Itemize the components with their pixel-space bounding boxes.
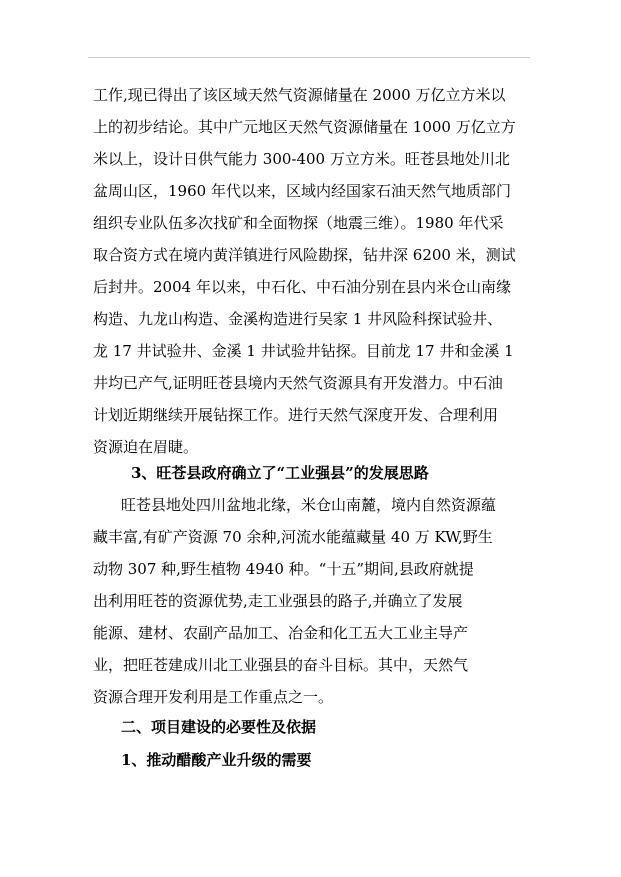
- paragraph-1-line: 龙 17 井试验井、金溪 1 井试验井钻探。目前龙 17 井和金溪 1: [93, 342, 514, 360]
- paragraph-1-line: 取合资方式在境内黄洋镇进行风险勘探，钻井深 6200 米，测试: [93, 246, 516, 264]
- paragraph-1-line: 盆周山区，1960 年代以来，区域内经国家石油天然气地质部门: [93, 182, 511, 200]
- paragraph-1-line: 米以上，设计日供气能力 300-400 万立方米。旺苍县地处川北: [93, 150, 510, 168]
- paragraph-1-line: 组织专业队伍多次找矿和全面物探（地震三维）。1980 年代采: [93, 214, 504, 232]
- paragraph-2-line: 业，把旺苍建成川北工业强县的奋斗目标。其中，天然气: [93, 656, 469, 674]
- subsection-1-heading: 1、推动醋酸产业升级的需要: [121, 751, 312, 769]
- paragraph-2-line: 能源、建材、农副产品加工、冶金和化工五大工业主导产: [93, 624, 469, 642]
- heading-3: 3、旺苍县政府确立了“工业强县”的发展思路: [131, 464, 429, 482]
- paragraph-1-line: 计划近期继续开展钻探工作。进行天然气深度开发、合理利用: [93, 406, 499, 424]
- paragraph-1-line: 井均已产气,证明旺苍县境内天然气资源具有开发潜力。中石油: [93, 374, 503, 392]
- header-rule: [88, 57, 530, 58]
- paragraph-2-line: 资源合理开发利用是工作重点之一。: [93, 688, 334, 706]
- paragraph-2-line: 旺苍县地处四川盆地北缘，米仓山南麓，境内自然资源蕴: [121, 496, 497, 514]
- paragraph-1-line: 上的初步结论。其中广元地区天然气资源储量在 1000 万亿立方: [93, 118, 516, 136]
- paragraph-2-line: 藏丰富,有矿产资源 70 余种,河流水能蕴藏量 40 万 KW,野生: [93, 528, 493, 546]
- paragraph-2-line: 动物 307 种,野生植物 4940 种。“十五”期间,县政府就提: [93, 560, 474, 578]
- paragraph-1-line: 资源迫在眉睫。: [93, 438, 199, 456]
- paragraph-1-line: 构造、九龙山构造、金溪构造进行吴家 1 井风险科探试验井、: [93, 310, 503, 328]
- section-2-heading: 二、项目建设的必要性及依据: [121, 718, 317, 736]
- paragraph-2-line: 出利用旺苍的资源优势,走工业强县的路子,并确立了发展: [93, 592, 463, 610]
- paragraph-1-line: 后封井。2004 年以来，中石化、中石油分别在县内米仓山南缘: [93, 278, 511, 296]
- paragraph-1-line: 工作,现已得出了该区域天然气资源储量在 2000 万亿立方米以: [93, 86, 506, 104]
